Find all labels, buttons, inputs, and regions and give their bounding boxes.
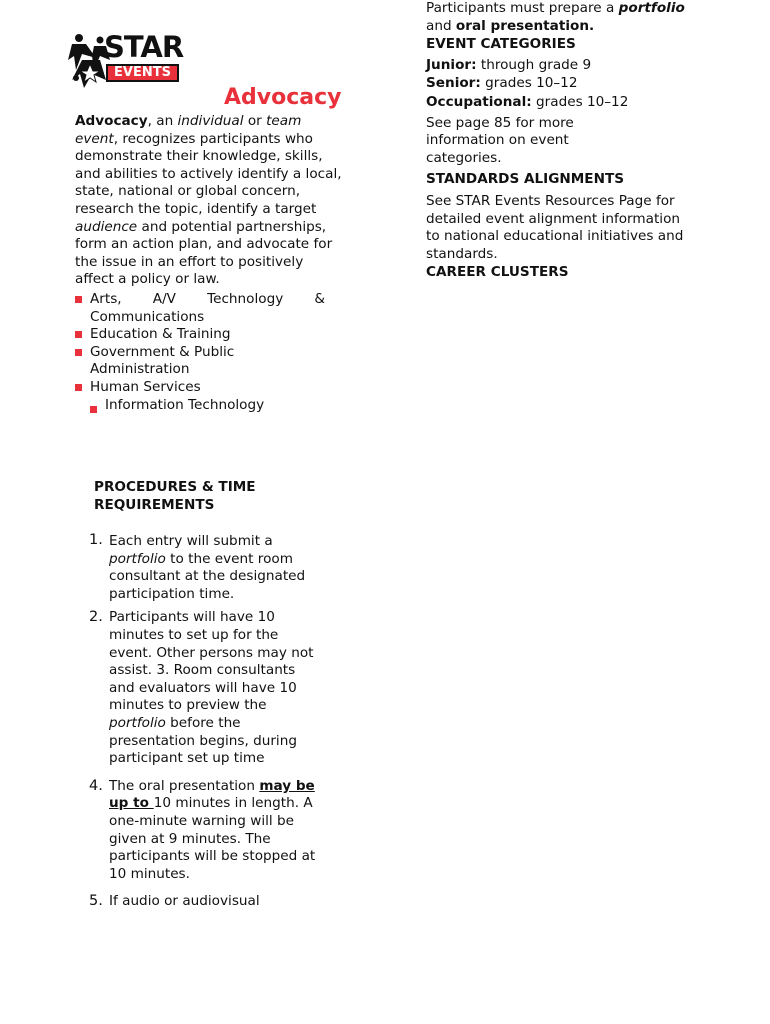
intro-individual: individual — [177, 113, 244, 129]
item-number: 2. — [89, 609, 103, 626]
category-label: Occupational: — [426, 93, 532, 110]
career-clusters-heading: CAREER CLUSTERS — [426, 264, 569, 281]
prep-text: and — [426, 17, 456, 34]
category-label: Senior: — [426, 75, 481, 92]
prep-line — [426, 0, 711, 18]
category-senior — [426, 75, 711, 93]
item-text: Each entry will submit a — [109, 533, 273, 549]
intro-text: , an — [147, 113, 178, 129]
list-item — [75, 291, 325, 326]
cluster-label: Human Services — [90, 378, 201, 395]
item-text: The oral presentation — [109, 777, 260, 794]
bullet-icon — [75, 384, 82, 391]
intro-event-name: Advocacy — [75, 113, 148, 129]
category-occupational — [426, 94, 711, 112]
bullet-icon — [75, 296, 82, 303]
career-clusters-list — [75, 291, 325, 414]
intro-paragraph — [75, 113, 345, 289]
list-item — [75, 344, 250, 379]
intro-audience: audience — [75, 218, 138, 235]
item-text: Participants will have 10 minutes to set up for the event. Other persons may not assist. 3. Room consultants and evaluators will have 10 minutes to preview the — [109, 609, 314, 714]
item-text: to the event room consultant at the designated participation time. — [109, 550, 306, 602]
list-item — [89, 532, 319, 603]
standards-heading: STANDARDS ALIGNMENTS — [426, 171, 625, 188]
cluster-label: Information Technology — [105, 396, 265, 413]
category-value: grades 10–12 — [531, 93, 629, 110]
item-portfolio: portfolio — [109, 714, 166, 731]
intro-text: or — [243, 113, 267, 129]
item-text: 10 minutes in length. A one-minute warning will be given at 9 minutes. The participants will be stopped at 10 minutes. — [109, 795, 316, 882]
logo-star-text: STAR — [104, 30, 184, 64]
bullet-icon — [90, 406, 97, 413]
bullet-icon — [75, 349, 82, 356]
item-text: If audio or audiovisual — [109, 893, 260, 910]
intro-team-event: team event — [75, 113, 302, 147]
bullet-icon — [75, 331, 82, 338]
prep-text: Participants must prepare a — [426, 0, 619, 16]
item-number: 1. — [89, 532, 103, 548]
procedures-heading: PROCEDURES & TIME REQUIREMENTS — [94, 479, 256, 513]
cluster-label: Education & Training — [90, 326, 231, 343]
list-item — [89, 609, 319, 767]
item-number: 4. — [89, 777, 103, 794]
category-label: Junior: — [426, 56, 477, 73]
event-categories-heading: EVENT CATEGORIES — [426, 36, 576, 53]
list-item — [89, 778, 319, 884]
list-item — [75, 379, 325, 397]
list-item — [75, 326, 325, 344]
item-text: before the presentation begins, during participant set up time — [109, 714, 297, 767]
intro-text: and potential partnerships, form an action plan, and advocate for the issue in an effort to positively affect a policy or law. — [75, 218, 333, 288]
intro-text: , recognizes participants who demonstrate their knowledge, skills, and abilities to actively identify a local, state, national or global concern, research the topic, identify a target — [75, 130, 342, 217]
category-value: grades 10–12 — [480, 75, 578, 92]
right-column — [426, 0, 711, 282]
star-events-logo — [66, 30, 186, 94]
item-may-be-up-to: may be up to — [109, 777, 315, 812]
list-item — [89, 893, 319, 911]
cluster-label: Arts, A/V Technology & Communications — [90, 291, 325, 325]
item-portfolio: portfolio — [109, 550, 166, 567]
logo-events-text: EVENTS — [114, 65, 171, 80]
procedures-list — [89, 532, 319, 911]
see-page-note: See page 85 for more information on event categories. — [426, 114, 574, 166]
cluster-label: Government & Public Administration — [90, 343, 235, 378]
page-title: Advocacy — [224, 85, 342, 110]
list-item — [75, 397, 325, 415]
prep-line-2 — [426, 18, 711, 36]
category-junior — [426, 57, 711, 75]
standards-text: See STAR Events Resources Page for detailed event alignment information to national educational initiatives and standards. — [426, 192, 684, 262]
category-value: through grade 9 — [476, 56, 592, 73]
prep-portfolio: portfolio — [618, 0, 685, 16]
item-number: 5. — [89, 893, 103, 910]
prep-oral-presentation: oral presentation. — [455, 17, 595, 34]
